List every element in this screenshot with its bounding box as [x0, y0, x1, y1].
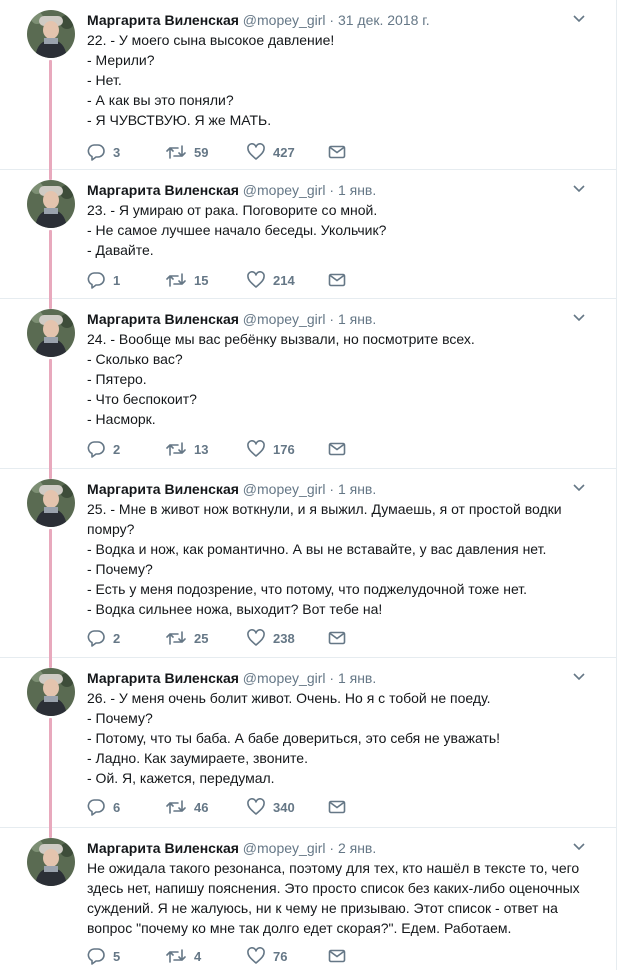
tweet-line: 26. - У меня очень болит живот. Очень. Но я с тобой не поеду. [87, 690, 491, 706]
tweet-line: - Мерили? [87, 52, 155, 68]
separator: · [329, 670, 335, 686]
direct-message-icon [328, 143, 346, 161]
direct-message-icon [328, 440, 346, 458]
tweet-text [87, 329, 592, 429]
tweet-line: - Потому, что ты баба. А бабе довериться, это себя не уважать! [87, 730, 501, 746]
retweet-button[interactable] [166, 945, 201, 967]
thread-line [49, 170, 52, 180]
tweet-line: - Насморк. [87, 411, 156, 427]
reply-count: 2 [113, 630, 121, 646]
thread-line [49, 359, 52, 471]
reply-count: 2 [113, 441, 121, 457]
tweet-text [87, 858, 592, 938]
tweet-line: 24. - Вообще мы вас ребёнку вызвали, но посмотрите всех. [87, 331, 475, 347]
tweet-header [87, 11, 586, 29]
separator: · [329, 311, 335, 327]
separator: · [329, 840, 335, 856]
like-icon [247, 798, 265, 816]
avatar[interactable] [27, 668, 75, 716]
retweet-button[interactable] [166, 141, 208, 163]
avatar[interactable] [27, 10, 75, 58]
like-button[interactable] [247, 945, 287, 967]
author-handle[interactable]: @mopey_girl [242, 840, 326, 856]
timestamp[interactable]: 1 янв. [337, 311, 377, 327]
retweet-count: 46 [194, 799, 209, 815]
direct-message-icon [328, 629, 346, 647]
tweet-line: - Пятеро. [87, 371, 147, 387]
reply-button[interactable] [87, 627, 120, 649]
like-icon [247, 629, 265, 647]
direct-message-icon [328, 798, 346, 816]
tweet-line: - Нет. [87, 72, 122, 88]
author-name[interactable]: Маргарита Виленская [87, 12, 239, 28]
reply-button[interactable] [87, 796, 120, 818]
timestamp[interactable]: 31 дек. 2018 г. [337, 12, 430, 28]
tweet-line: - Почему? [87, 561, 153, 577]
retweet-icon [166, 143, 186, 161]
reply-icon [87, 271, 105, 289]
direct-message-button[interactable] [328, 269, 346, 291]
tweet-line: - Сколько вас? [87, 351, 183, 367]
retweet-count: 15 [194, 272, 209, 288]
retweet-icon [166, 798, 186, 816]
reply-button[interactable] [87, 269, 120, 291]
thread-line [49, 469, 52, 479]
tweet-line: - Есть у меня подозрение, что потому, что поджелудочной тоже нет. [87, 581, 528, 597]
like-button[interactable] [247, 627, 295, 649]
avatar[interactable] [27, 479, 75, 527]
like-count: 76 [273, 948, 288, 964]
avatar[interactable] [27, 309, 75, 357]
tweet-line: - А как вы это поняли? [87, 92, 234, 108]
tweet-line: - Ой. Я, кажется, передумал. [87, 770, 275, 786]
tweet-text [87, 200, 592, 260]
reply-count: 3 [113, 144, 121, 160]
author-name[interactable]: Маргарита Виленская [87, 182, 239, 198]
like-icon [247, 947, 265, 965]
retweet-icon [166, 629, 186, 647]
tweet-line: - Ладно. Как заумираете, звоните. [87, 750, 308, 766]
tweet-line: - Почему? [87, 710, 153, 726]
author-handle[interactable]: @mopey_girl [242, 481, 326, 497]
timestamp[interactable]: 2 янв. [337, 840, 377, 856]
author-handle[interactable]: @mopey_girl [242, 12, 326, 28]
tweet-line: - Водка и нож, как романтично. А вы не вставайте, у вас давления нет. [87, 541, 547, 557]
retweet-button[interactable] [166, 438, 208, 460]
tweet-line: - Что беспокоит? [87, 391, 197, 407]
like-count: 238 [273, 630, 295, 646]
tweet[interactable] [0, 469, 616, 658]
retweet-count: 59 [194, 144, 209, 160]
tweet-line: - Не самое лучшее начало беседы. Укольчик? [87, 222, 387, 238]
tweet[interactable] [0, 0, 616, 170]
tweet-line: 25. - Мне в живот нож воткнули, и я выжил. Думаешь, я от простой водки помру? [87, 501, 562, 537]
timestamp[interactable]: 1 янв. [337, 481, 377, 497]
thread-line [49, 658, 52, 668]
direct-message-icon [328, 947, 346, 965]
timestamp[interactable]: 1 янв. [337, 182, 377, 198]
like-count: 214 [273, 272, 295, 288]
direct-message-button[interactable] [328, 796, 346, 818]
tweet-header [87, 310, 586, 328]
avatar[interactable] [27, 838, 75, 886]
author-handle[interactable]: @mopey_girl [242, 670, 326, 686]
tweet[interactable] [0, 299, 616, 469]
tweet[interactable] [0, 658, 616, 828]
like-button[interactable] [247, 438, 295, 460]
tweet-line: - Водка сильнее ножа, выходит? Вот тебе на! [87, 601, 383, 617]
reply-icon [87, 947, 105, 965]
like-count: 176 [273, 441, 295, 457]
thread-line [49, 828, 52, 838]
tweet-text [87, 499, 592, 619]
tweet[interactable] [0, 828, 616, 970]
retweet-icon [166, 947, 186, 965]
tweet-line: 23. - Я умираю от рака. Поговорите со мной. [87, 202, 378, 218]
retweet-count: 4 [194, 948, 202, 964]
thread-line [49, 299, 52, 309]
like-icon [247, 143, 265, 161]
reply-button[interactable] [87, 141, 120, 163]
tweet-line: - Давайте. [87, 242, 154, 258]
retweet-button[interactable] [166, 627, 208, 649]
author-handle[interactable]: @mopey_girl [242, 311, 326, 327]
tweet-header [87, 839, 586, 857]
author-name[interactable]: Маргарита Виленская [87, 670, 239, 686]
author-name[interactable]: Маргарита Виленская [87, 481, 239, 497]
reply-icon [87, 629, 105, 647]
timestamp[interactable]: 1 янв. [337, 670, 377, 686]
direct-message-button[interactable] [328, 438, 346, 460]
retweet-count: 25 [194, 630, 209, 646]
retweet-button[interactable] [166, 796, 208, 818]
like-button[interactable] [247, 269, 295, 291]
direct-message-button[interactable] [328, 141, 346, 163]
reply-count: 6 [113, 799, 121, 815]
chevron-down-icon[interactable] [572, 184, 586, 194]
author-name[interactable]: Маргарита Виленская [87, 840, 239, 856]
reply-icon [87, 143, 105, 161]
tweet-line: 22. - У моего сына высокое давление! [87, 32, 335, 48]
separator: · [329, 12, 335, 28]
tweet-line: - Я ЧУВСТВУЮ. Я же МАТЬ. [87, 112, 272, 128]
thread-line [49, 718, 52, 830]
thread-line [49, 529, 52, 660]
direct-message-icon [328, 271, 346, 289]
tweet[interactable] [0, 170, 616, 299]
tweet-text [87, 30, 592, 130]
chevron-down-icon[interactable] [572, 313, 586, 323]
thread-line [49, 60, 52, 172]
reply-button[interactable] [87, 438, 120, 460]
tweet-header [87, 480, 586, 498]
thread-line [49, 230, 52, 301]
like-count: 427 [273, 144, 295, 160]
tweet-header [87, 669, 586, 687]
chevron-down-icon[interactable] [572, 842, 586, 852]
retweet-button[interactable] [166, 269, 208, 291]
retweet-icon [166, 440, 186, 458]
author-name[interactable]: Маргарита Виленская [87, 311, 239, 327]
tweet-text [87, 688, 592, 788]
separator: · [329, 481, 335, 497]
author-handle[interactable]: @mopey_girl [242, 182, 326, 198]
tweet-line: Не ожидала такого резонанса, поэтому для тех, кто нашёл в тексте то, чего здесь нет, напишу пояснения. Это просто список без каких-либо оценочных суждений. Я не жалуюсь, ни к чему не призываю. Этот список - ответ на вопрос "почему ко мне так долго едет скорая?". Едем. Работаем. [87, 860, 580, 936]
tweet-header [87, 181, 586, 199]
separator: · [329, 182, 335, 198]
chevron-down-icon[interactable] [572, 14, 586, 24]
like-button[interactable] [247, 141, 295, 163]
reply-icon [87, 440, 105, 458]
like-icon [247, 271, 265, 289]
direct-message-button[interactable] [328, 945, 346, 967]
reply-count: 5 [113, 948, 121, 964]
chevron-down-icon[interactable] [572, 672, 586, 682]
reply-icon [87, 798, 105, 816]
reply-button[interactable] [87, 945, 120, 967]
retweet-count: 13 [194, 441, 209, 457]
reply-count: 1 [113, 272, 121, 288]
like-icon [247, 440, 265, 458]
like-button[interactable] [247, 796, 295, 818]
avatar[interactable] [27, 180, 75, 228]
retweet-icon [166, 271, 186, 289]
like-count: 340 [273, 799, 295, 815]
direct-message-button[interactable] [328, 627, 346, 649]
chevron-down-icon[interactable] [572, 483, 586, 493]
